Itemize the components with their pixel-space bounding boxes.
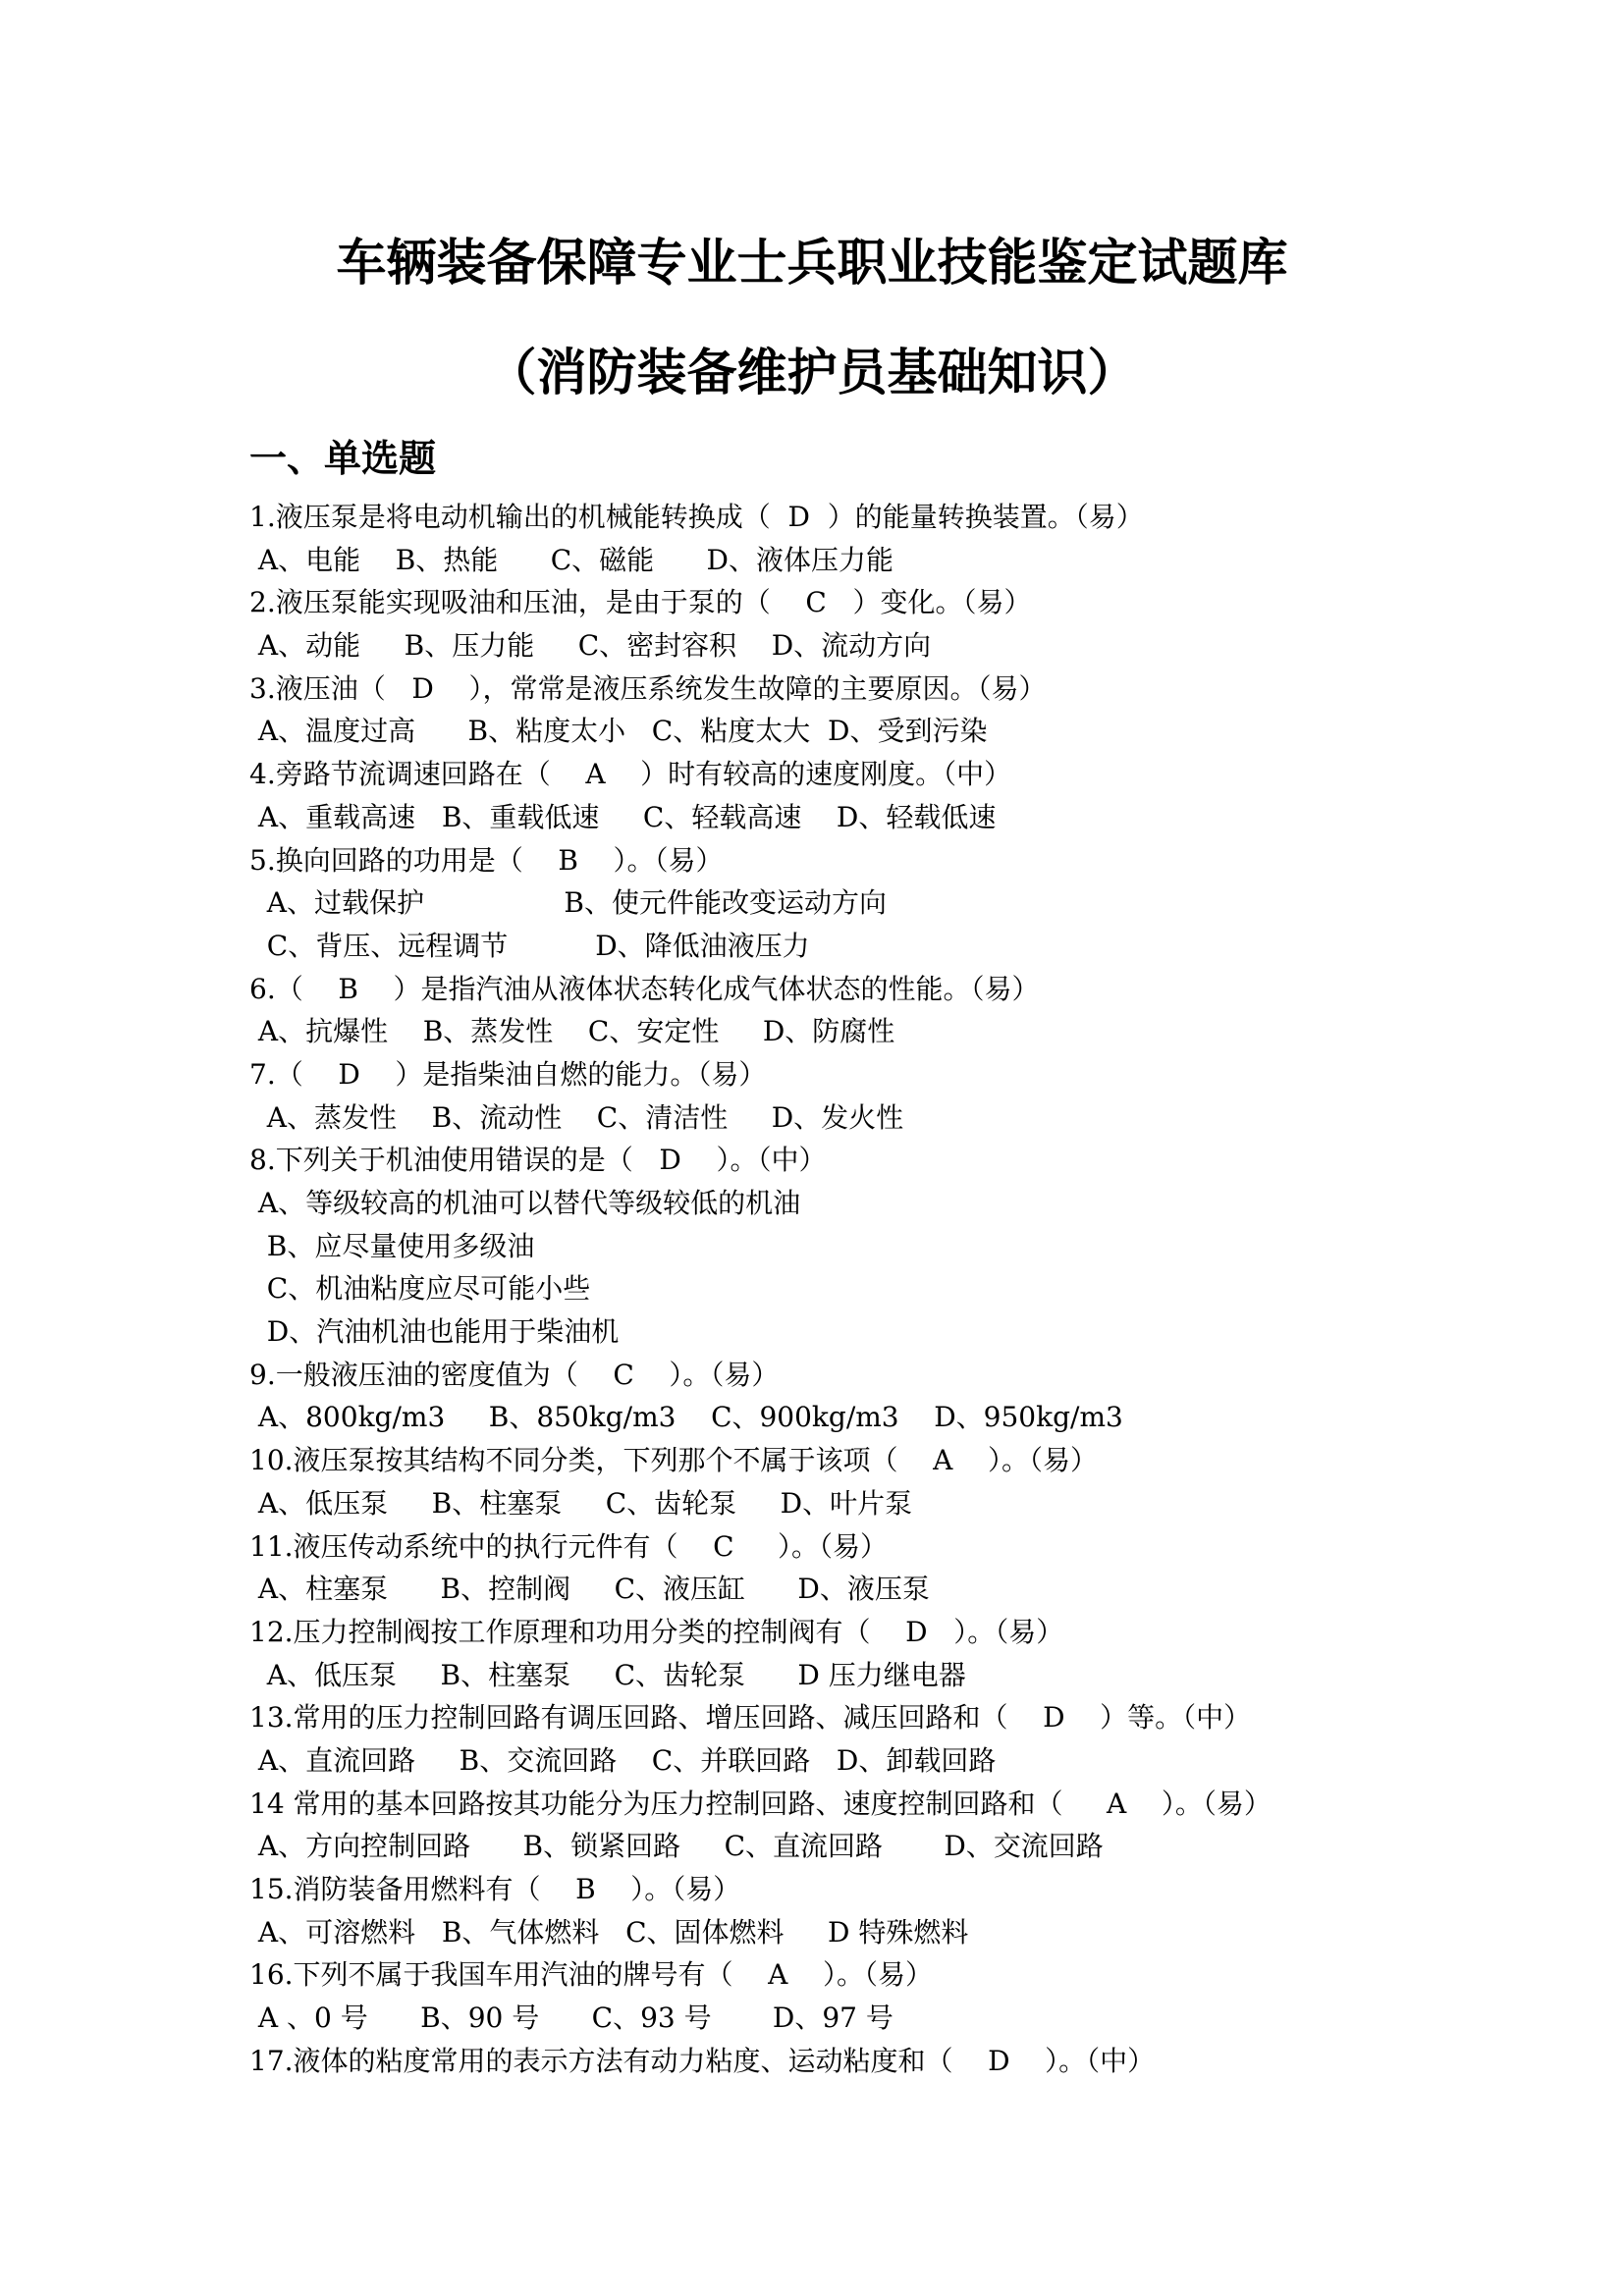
options-line: A、低压泵 B、柱塞泵 C、齿轮泵 D 压力继电器: [249, 1658, 966, 1691]
options-line: A、直流回路 B、交流回路 C、并联回路 D、卸载回路: [249, 1743, 997, 1777]
question-line: 10.液压泵按其结构不同分类，下列那个不属于该项（ A ）。（易）: [249, 1444, 1098, 1477]
options-line: A、低压泵 B、柱塞泵 C、齿轮泵 D、叶片泵: [249, 1486, 913, 1520]
options-line: A、可溶燃料 B、气体燃料 C、固体燃料 D 特殊燃料: [249, 1915, 969, 1949]
options-line: A、过载保护 B、使元件能改变运动方向: [249, 886, 888, 920]
options-line: A、重载高速 B、重载低速 C、轻载高速 D、轻载低速: [249, 800, 997, 833]
options-line: A、温度过高 B、粘度太小 C、粘度太大 D、受到污染: [249, 715, 988, 748]
question-line: 9.一般液压油的密度值为（ C ）。（易）: [249, 1358, 780, 1391]
options-line: C、机油粘度应尽可能小些: [249, 1272, 591, 1306]
question-line: 2.液压泵能实现吸油和压油，是由于泵的（ C ）变化。（易）: [249, 586, 1032, 619]
section-heading: 一、单选题: [249, 437, 437, 480]
question-line: 12.压力控制阀按工作原理和功用分类的控制阀有（ D ）。（易）: [249, 1615, 1064, 1648]
document-subtitle: （消防装备维护员基础知识）: [486, 345, 1138, 402]
options-line: A、方向控制回路 B、锁紧回路 C、直流回路 D、交流回路: [249, 1830, 1104, 1863]
question-line: 14 常用的基本回路按其功能分为压力控制回路、速度控制回路和（ A ）。（易）: [249, 1787, 1272, 1820]
options-line: C、背压、远程调节 D、降低油液压力: [249, 929, 810, 962]
question-line: 16.下列不属于我国车用汽油的牌号有（ A ）。（易）: [249, 1958, 933, 1992]
options-line: D、汽油机油也能用于柴油机: [249, 1315, 620, 1349]
question-line: 4.旁路节流调速回路在（ A ）时有较高的速度刚度。（中）: [249, 758, 1012, 791]
question-line: 3.液压油（ D ），常常是液压系统发生故障的主要原因。（易）: [249, 671, 1047, 705]
question-line: 17.液体的粘度常用的表示方法有动力粘度、运动粘度和（ D ）。（中）: [249, 2044, 1156, 2077]
options-line: A、抗爆性 B、蒸发性 C、安定性 D、防腐性: [249, 1015, 895, 1048]
options-line: A、800kg/m3 B、850kg/m3 C、900kg/m3 D、950kg/m3: [249, 1401, 1123, 1434]
question-line: 13.常用的压力控制回路有调压回路、增压回路、减压回路和（ D ）等。（中）: [249, 1701, 1252, 1735]
options-line: A、蒸发性 B、流动性 C、清洁性 D、发火性: [249, 1100, 904, 1134]
options-line: A、动能 B、压力能 C、密封容积 D、流动方向: [249, 629, 932, 663]
question-line: 1.液压泵是将电动机输出的机械能转换成（ D ）的能量转换装置。（易）: [249, 501, 1144, 533]
options-line: A、柱塞泵 B、控制阀 C、液压缸 D、液压泵: [249, 1573, 930, 1606]
question-line: 6.（ B ）是指汽油从液体状态转化成气体状态的性能。（易）: [249, 972, 1040, 1005]
question-line: 5.换向回路的功用是（ B ）。（易）: [249, 843, 724, 877]
question-line: 7.（ D ）是指柴油自燃的能力。（易）: [249, 1057, 767, 1091]
question-line: 8.下列关于机油使用错误的是（ D ）。（中）: [249, 1144, 827, 1177]
options-line: A、电能 B、热能 C、磁能 D、液体压力能: [249, 543, 893, 576]
options-line: A 、0 号 B、90 号 C、93 号 D、97 号: [249, 2002, 893, 2035]
question-line: 11.液压传动系统中的执行元件有（ C ）。（易）: [249, 1529, 889, 1563]
question-list: [249, 496, 1379, 2082]
question-line: 15.消防装备用燃料有（ B ）。（易）: [249, 1873, 741, 1905]
options-line: A、等级较高的机油可以替代等级较低的机油: [249, 1187, 801, 1219]
options-line: B、应尽量使用多级油: [249, 1229, 535, 1262]
document-title: 车辆装备保障专业士兵职业技能鉴定试题库: [336, 235, 1288, 293]
